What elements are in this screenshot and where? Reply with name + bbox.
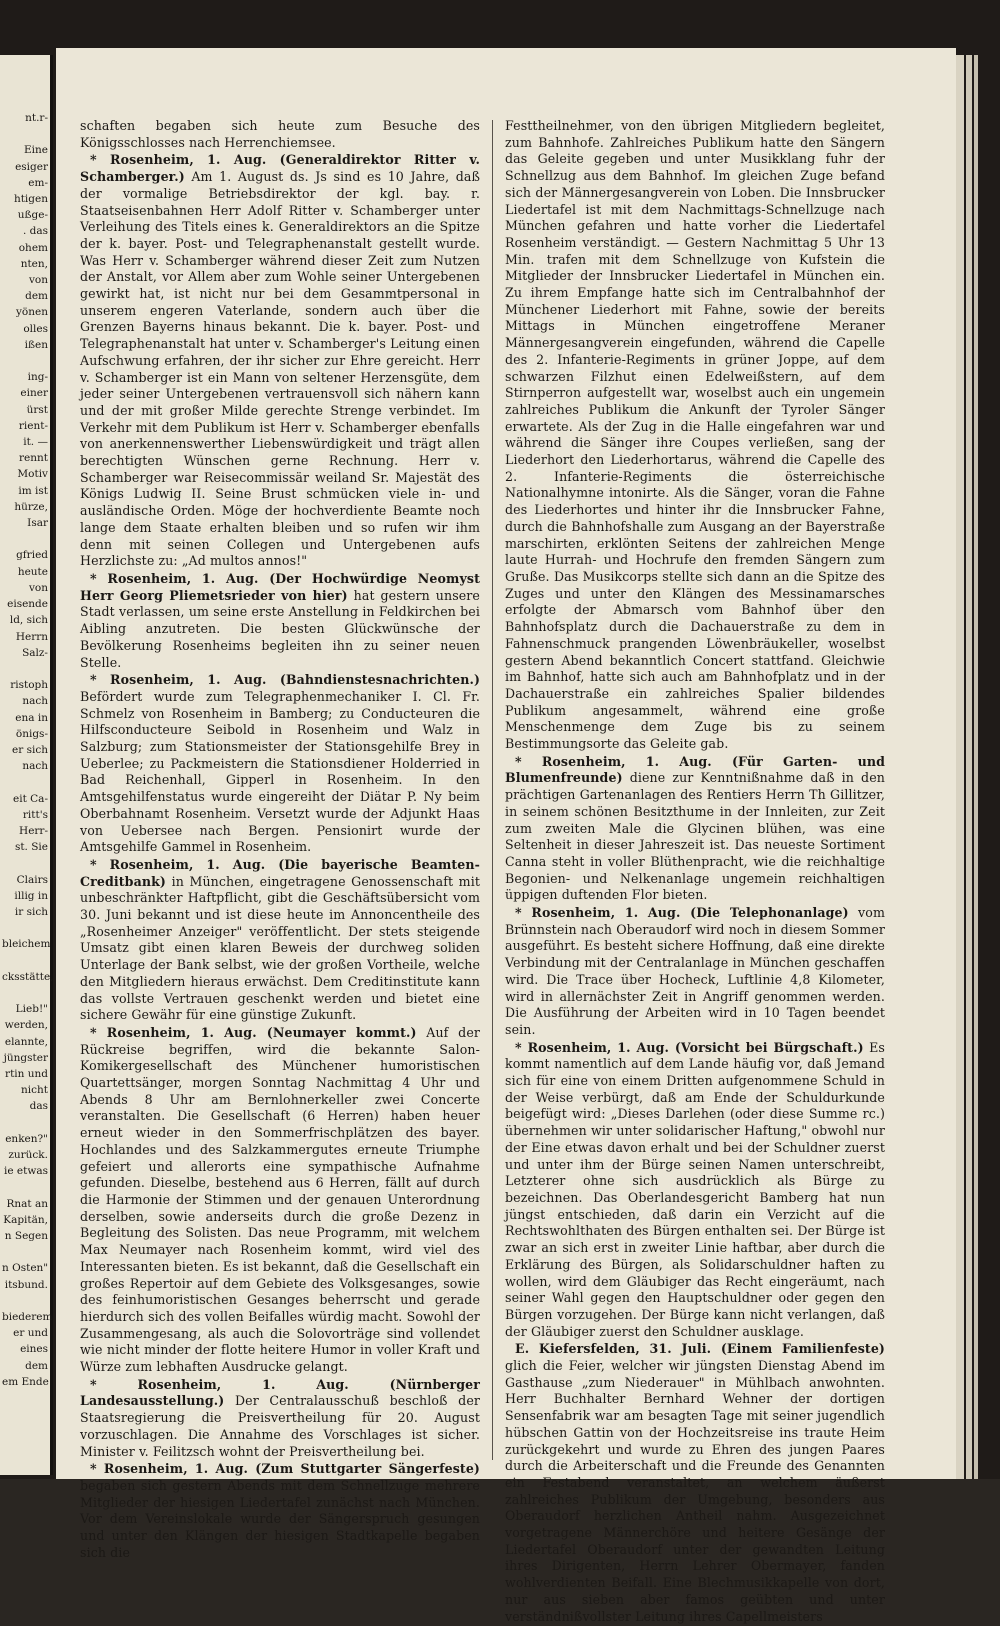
article-dateline: * Rosenheim, 1. Aug. (Nürnberger Landesausstellung.) [80, 1376, 480, 1409]
fragment-line [2, 920, 48, 936]
fragment-line: Kapitän, [3, 1213, 48, 1226]
adjacent-page-strip [0, 55, 53, 1475]
article-dateline: * Rosenheim, 1. Aug. (Zum Stuttgarter Sängerfeste) [90, 1461, 480, 1477]
fragment-line: n Segen [4, 1230, 48, 1243]
fragment-line: rennt [19, 452, 48, 465]
fragment-line [2, 531, 48, 547]
fragment-line: Motiv [17, 468, 48, 481]
fragment-line: Isar [27, 517, 48, 530]
fragment-line: elannte, [4, 1035, 48, 1048]
fragment-line: ißen [24, 338, 48, 351]
fragment-line: ld, sich [9, 614, 48, 627]
fragment-line [2, 855, 48, 871]
article-paragraph [80, 1377, 480, 1461]
article-paragraph [80, 118, 480, 151]
article-column-left [80, 118, 480, 1562]
fragment-line: von [28, 581, 48, 594]
article-paragraph [80, 857, 480, 1024]
article-body: diene zur Kenntnißnahme daß in den prächtigen Gartenanlagen des Rentiers Herrn Th Gillitzer, in seinem schönen Besitzthume in der Innleiten, zur Zeit zum zweiten Male die Glycinen blühen, was eine Seltenheit in dieser Jahreszeit ist. Das neueste Sortiment Canna steht in voller Blüthenpracht, wie die reichhaltige Begonien- und Nelkenanlage ungemein reichhaltigen üppigen duftenden Flor bieten. [505, 770, 885, 903]
fragment-line: htigen [13, 193, 48, 206]
article-body: Es kommt namentlich auf dem Lande häufig vor, daß Jemand sich für eine von einem Dritten aufgenommene Schuld in der Weise verbürgt, daß am Ende der Schuldurkunde beigefügt wird: „Dieses Darlehen (oder diese Summe rc.) übernehmen wir unter solidarischer Haftung," obwohl nur der Eine etwas davon erhalt und bei der Schuldner zuerst und unter ihm der Bürge seinen Namen unterschreibt, Letzterer ohne sich ausdrücklich als Bürge zu bezeichnen. Das Oberlandesgericht Bamberg hat nun jüngst entschieden, daß darin ein Verzicht auf die Rechtswohlthaten des Bürgen enthalten sei. Der Bürge ist zwar an sich erst in zweiter Linie haftbar, aber durch die Erklärung des Bürgen, als Solidarschuldner haften zu wollen, wird dem Gläubiger das Recht eingeräumt, nach seiner Wahl gegen den Hauptschuldner oder gegen den Bürgen vorzugehen. Der Bürge kann nicht verlangen, daß der Gläubiger zuerst den Schuldner ausklage. [505, 1039, 885, 1339]
fragment-line: önigs- [15, 727, 48, 740]
fragment-line: er sich [12, 743, 48, 756]
fragment-line [2, 1179, 48, 1195]
fragment-line: rient- [18, 419, 48, 432]
fragment-line: zurück. [8, 1149, 48, 1161]
fragment-line: nach [22, 760, 48, 773]
fragment-line: ing- [27, 371, 48, 384]
fragment-line [2, 985, 48, 1001]
article-dateline: * Rosenheim, 1. Aug. (Bahndienstesnachrichten.) [90, 672, 480, 688]
fragment-line: ürst [26, 403, 48, 416]
article-dateline: * Rosenheim, 1. Aug. (Die Telephonanlage) [515, 905, 849, 921]
article-body: Auf der Rückreise begriffen, wird die bekannte Salon-Komikergesellschaft des Münchener humoristischen Quartettsänger, morgen Sonntag Nachmittag 4 Uhr und Abends 8 Uhr am Bernlohnerkeller zwei Concerte veranstalten. Die Gesellschaft (6 Herren) haben heuer erneut wieder in den Sommerfrischplätzen des bayer. Hochlandes und des Salzkammergutes erneute Triumphe gefeiert und allerorts eine sympathische Aufnahme gefunden. Dieselbe, bestehend aus 6 Herren, fällt auf durch die Harmonie der Stimmen und der genauen Unterordnung derselben, sowie anderseits durch die große Dezenz in Begleitung des Solisten. Das neue Programm, mit welchem Max Neumayer nach Rosenheim kommt, wird viel des Interessanten bieten. Es ist bekannt, daß die Gesellschaft ein großes Repertoir auf dem Gebiete des Volksgesanges, sowie des feinhumoristischen Gesanges beherrscht und gerade hierdurch sich des vollen Beifalles würdig macht. Sowohl der Zusammengesang, als auch die Solovorträge sind vollendet wie nicht minder der flotte heitere Humor in voller Kraft und Würze zum lebhaften Ausdrucke gelangt. [80, 1024, 480, 1375]
article-body: schaften begaben sich heute zum Besuche des Königsschlosses nach Herrenchiemsee. [80, 118, 480, 150]
article-body: in München, eingetragene Genossenschaft mit unbeschränkter Haftpflicht, gibt die Geschäftsübersicht vom 30. Juni bekannt und ist diese heute im Annoncentheile des „Rosenheimer Anzeiger" veröffentlicht. Der stets steigende Umsatz gibt einen klaren Beweis der durchweg soliden Unterlage der Bank selbst, wie der großen Vortheile, welche den Mitgliedern hieraus erwächst. Dem Creditinstitute kann das vollste Vertrauen geschenkt werden und bietet eine sichere Gewähr für eine günstige Zukunft. [80, 873, 480, 1023]
fragment-line [2, 126, 48, 142]
article-dateline: * Rosenheim, 1. Aug. (Der Hochwürdige Neomyst Herr Georg Pliemetsrieder von hier) [80, 570, 480, 603]
fragment-line [2, 953, 48, 969]
article-paragraph [505, 905, 885, 1039]
article-dateline: * Rosenheim, 1. Aug. (Vorsicht bei Bürgschaft.) [515, 1039, 864, 1055]
fragment-line: ritt's [22, 808, 48, 821]
fragment-line: eit Ca- [13, 792, 48, 805]
fragment-line: im ist [18, 484, 48, 497]
fragment-line: Rnat an [6, 1197, 48, 1210]
fragment-line: nicht [21, 1084, 48, 1097]
fragment-line: rtin und [5, 1067, 48, 1080]
article-paragraph [80, 571, 480, 671]
fragment-line: werden, [4, 1019, 48, 1032]
fragment-line: das [29, 1100, 48, 1113]
fragment-line: dem [25, 1359, 48, 1372]
article-body: Am 1. August ds. Js sind es 10 Jahre, daß der vormalige Betriebsdirektor der kgl. bay. r. Staatseisenbahnen Herr Adolf Ritter v. Schamberger unter Verleihung des Titels eines k. Generaldirektors an die Spitze der k. bayer. Post- und Telegraphenanstalt gestellt wurde. Was Herr v. Schamberger während dieser Zeit zum Nutzen der Anstalt, vor Allem aber zum Wohle seiner Untergebenen gewirkt hat, ist nicht nur bei dem Gesammtpersonal in unserem engeren Vaterlande, sondern auch über die Grenzen Bayerns hinaus bekannt. Die k. bayer. Post- und Telegraphenanstalt hat unter v. Schamberger's Leitung einen Aufschwung erfahren, der ihr sicher zur Ehre gereicht. Herr v. Schamberger ist ein Mann von seltener Herzensgüte, dem jeder seiner Untergebenen vertrauensvoll sich nähern kann und der mit großer Milde gerechte Strenge verbindet. Im Verkehr mit dem Publikum ist Herr v. Schamberger ebenfalls von anerkennenswerther Liebenswürdigkeit und trägt allen berechtigten Wünschen gerne Rechnung. Herr v. Schamberger war Reisecommissär weiland Sr. Majestät des Königs Ludwig II. Seine Brust schmücken viele in- und ausländische Orden. Möge der hochverdiente Beamte noch lange dem Staate erhalten bleiben und so rufen wir ihm denn mit seinen Collegen und Untergebenen aufs Herzlichste zu: „Ad multos annos!" [80, 169, 480, 569]
fragment-line: biederem [2, 1311, 53, 1324]
fragment-line [2, 774, 48, 790]
article-paragraph [505, 754, 885, 904]
article-body: vom Brünnstein nach Oberaudorf wird noch in diesem Sommer ausgeführt. Es besteht sichere Hoffnung, daß eine direkte Verbindung mit der Centralanlage in München geschaffen wird. Die Trace über Hocheck, Luftlinie 4,8 Kilometer, wird in allernächster Zeit in Angriff genommen werden. Die Ausführung der Arbeiten wird in 10 Tagen beendet sein. [505, 905, 885, 1037]
fragment-line: ußge- [17, 209, 48, 222]
fragment-line [2, 1115, 48, 1131]
fragment-line: itsbund. [4, 1278, 48, 1291]
fragment-line: Salz- [22, 646, 48, 659]
fragment-line: hürze, [14, 500, 48, 513]
fragment-line: Lieb!" [15, 1003, 48, 1016]
fragment-line: em- [28, 176, 48, 189]
article-dateline: * Rosenheim, 1. Aug. (Für Garten- und Blumenfreunde) [505, 753, 885, 786]
fragment-line: it. — [23, 436, 48, 449]
article-column-right [505, 118, 885, 1626]
article-body: begaben sich gestern Abends mit dem Schnellzuge mehrere Mitglieder der hiesigen Liedertafel zunächst nach München. Vor dem Vereinslokale wurde der Sängerspruch gesungen und unter den Klängen der hiesigen Stadtkapelle begaben sich die [80, 1477, 480, 1560]
fragment-line [2, 1244, 48, 1260]
adjacent-page-text [2, 110, 54, 1390]
article-dateline: E. Kiefersfelden, 31. Juli. (Einem Familienfeste) [515, 1341, 885, 1357]
article-paragraph [80, 672, 480, 856]
article-body: Der Centralausschuß beschloß der Staatsregierung die Preisvertheilung für 20. August vorzuschlagen. Die Annahme des Vorschlages ist sicher. Minister v. Feilitzsch wohnt der Preisvertheilung bei. [80, 1393, 480, 1459]
fragment-line: dem [25, 290, 48, 303]
page-edge [974, 55, 978, 1479]
fragment-line: einer [20, 387, 48, 400]
fragment-line: nach [22, 695, 48, 708]
fragment-line: er und [13, 1327, 48, 1340]
fragment-line: heute [17, 565, 48, 578]
fragment-line: Eine [24, 144, 48, 157]
fragment-line: olles [23, 322, 48, 335]
fragment-line: jüngster [3, 1051, 48, 1064]
article-body: Befördert wurde zum Telegraphenmechaniker I. Cl. Fr. Schmelz von Rosenheim in Bamberg; zu Conducteuren die Hilfsconducteure Seibold in Rosenheim und Walz in Salzburg; zum Stationsmeister der Stationsgehilfe Brey in Ueberlee; zu Packmeistern die Stationsdiener Holderried in Bad Reichenhall, Gipperl in Rosenheim. In den Amtsgehilfenstatus wurde eingereiht der Diätar P. Ny beim Oberbahnamt Rosenheim. Versetzt wurde der Adjunkt Haas von Uebersee nach Bergen. Pensionirt wurde der Amtsgehilfe Gammel in Rosenheim. [80, 688, 480, 855]
article-dateline: * Rosenheim, 1. Aug. (Neumayer kommt.) [90, 1024, 417, 1040]
fragment-line: em Ende [2, 1375, 49, 1388]
fragment-line: yönen [16, 306, 48, 319]
fragment-line: Herr- [19, 824, 48, 837]
fragment-line: Herrn [15, 630, 48, 643]
column-divider [492, 120, 493, 1460]
fragment-line: illig in [14, 889, 48, 902]
fragment-line: Clairs [16, 873, 48, 886]
fragment-line: ena in [15, 711, 48, 724]
article-paragraph [80, 152, 480, 570]
article-body: glich die Feier, welcher wir jüngsten Dienstag Abend im Gasthause „zum Niederauer" in Mühlbach anwohnten. Herr Buchhalter Bernhard Wehner der dortigen Sensenfabrik war am besagten Tage mit seiner jugendlich hübschen Gattin von der Hochzeitsreise ins traute Heim zurückgekehrt und wurde zu Ehren des jungen Paares durch die Arbeiterschaft und die Freunde des Genannten ein Festabend veranstaltet, an welchem äußerst zahlreiches Publikum der Umgebung, besonders aus Oberaudorf herzlichen Antheil nahm. Ausgezeichnet vorgetragene Männerchöre und heitere Gesänge der Liedertafel Oberaudorf unter der gewandten Leitung ihres Dirigenten, Herrn Lehrer Obermayer, fanden wohlverdienten Beifall. Eine Blechmusikkapelle von dort, nur aus sieben aber famos geübten und unter verständnißvollster Leitung ihres Capellmeisters [505, 1358, 885, 1624]
fragment-line: von [28, 274, 48, 287]
fragment-line: bleichem [2, 938, 51, 951]
fragment-line: esiger [15, 160, 48, 173]
fragment-line [2, 353, 48, 369]
fragment-line: . das [22, 225, 48, 238]
article-paragraph [505, 1040, 885, 1341]
article-dateline: * Rosenheim, 1. Aug. (Die bayerische Beamten-Creditbank) [80, 856, 480, 889]
fragment-line: cksstätte, [2, 970, 54, 983]
fragment-line: eisende [7, 598, 48, 611]
fragment-line: ir sich [14, 905, 48, 918]
fragment-line: eines [20, 1343, 48, 1356]
fragment-line: n Osten" [2, 1262, 49, 1275]
article-dateline: * Rosenheim, 1. Aug. (Generaldirektor Ritter v. Schamberger.) [80, 152, 480, 185]
article-paragraph [505, 1341, 885, 1625]
fragment-line: ie etwas [4, 1165, 48, 1178]
article-paragraph [505, 118, 885, 753]
fragment-line: ohem [18, 241, 48, 254]
fragment-line: nt.r- [25, 112, 48, 124]
article-body: Festtheilnehmer, von den übrigen Mitgliedern begleitet, zum Bahnhofe. Zahlreiches Publikum hatte den Sängern das Geleite gegeben und unter Musikklang fuhr der Schnellzug aus dem Bahnhof. Im gleichen Zuge befand sich der Männergesangverein von Loben. Die Innsbrucker Liedertafel ist mit dem Nachmittags-Schnellzuge nach München gefahren und hatte vorher die Liedertafel Rosenheim verständigt. — Gestern Nachmittag 5 Uhr 13 Min. trafen mit dem Schnellzuge von Kufstein die Mitglieder der Innsbrucker Liedertafel in München ein. Zu ihrem Empfange hatte sich im Centralbahnhof der Münchener Liederhort mit Fahne, sowie der bereits Mittags in München eingetroffene Meraner Männergesangverein eingefunden, während die Capelle des 2. Infanterie-Regiments in grüner Joppe, auf dem schwarzen Filzhut einen Edelweißstern, auf dem Stirnperron aufgestellt war, woselbst auch ein ungemein zahlreiches Publikum die Ankunft der Tyroler Sänger erwartete. Als der Zug in die Halle eingefahren war und während die Sänger ihre Coupes verließen, sang der Liederhort den Liederhortarus, während die Capelle des 2. Infanterie-Regiments die österreichische Nationalhymne intonirte. Als die Sänger, voran die Fahne des Liederhortes und hinter ihr die Innsbrucker Fahne, durch die Bahnhofshalle zum Ausgang an der Bayerstraße marschirten, erklönten Seitens der zahlreichen Menge laute Hurrah- und Hochrufe den fremden Sängern zum Gruße. Das Musikcorps stellte sich dann an die Spitze des Zuges und unter den Klängen des Messinamarsches erfolgte der Abmarsch vom Bahnhof über den Bahnhofsplatz durch die Dachauerstraße zu dem in Fahnenschmuck prangenden Löwenbräukeller, woselbst gestern Abend bekanntlich Concert stattfand. Gleichwie im Bahnhof, hatte sich auch am Bahnhofplatz und in der Dachauerstraße ein zahlreiches Spalier bildendes Publikum angesammelt, während eine große Menschenmenge dem Zuge bis zu seinem Bestimmungsorte das Geleite gab. [505, 118, 885, 752]
fragment-line [2, 1293, 48, 1309]
article-paragraph [80, 1025, 480, 1376]
fragment-line: gfried [16, 549, 48, 562]
fragment-line [2, 661, 48, 677]
fragment-line: enken?" [5, 1132, 48, 1145]
fragment-line: st. Sie [14, 841, 48, 854]
fragment-line: nten, [20, 257, 48, 270]
article-paragraph [80, 1461, 480, 1561]
fragment-line: ristoph [10, 679, 48, 692]
page-edge [966, 55, 972, 1479]
page-edge [956, 55, 964, 1479]
article-body: hat gestern unsere Stadt verlassen, um seine erste Anstellung in Feldkirchen bei Aibling anzutreten. Die besten Glückwünsche der Bevölkerung Rosenheims begleiten ihn zu seiner neuen Stelle. [80, 587, 480, 670]
